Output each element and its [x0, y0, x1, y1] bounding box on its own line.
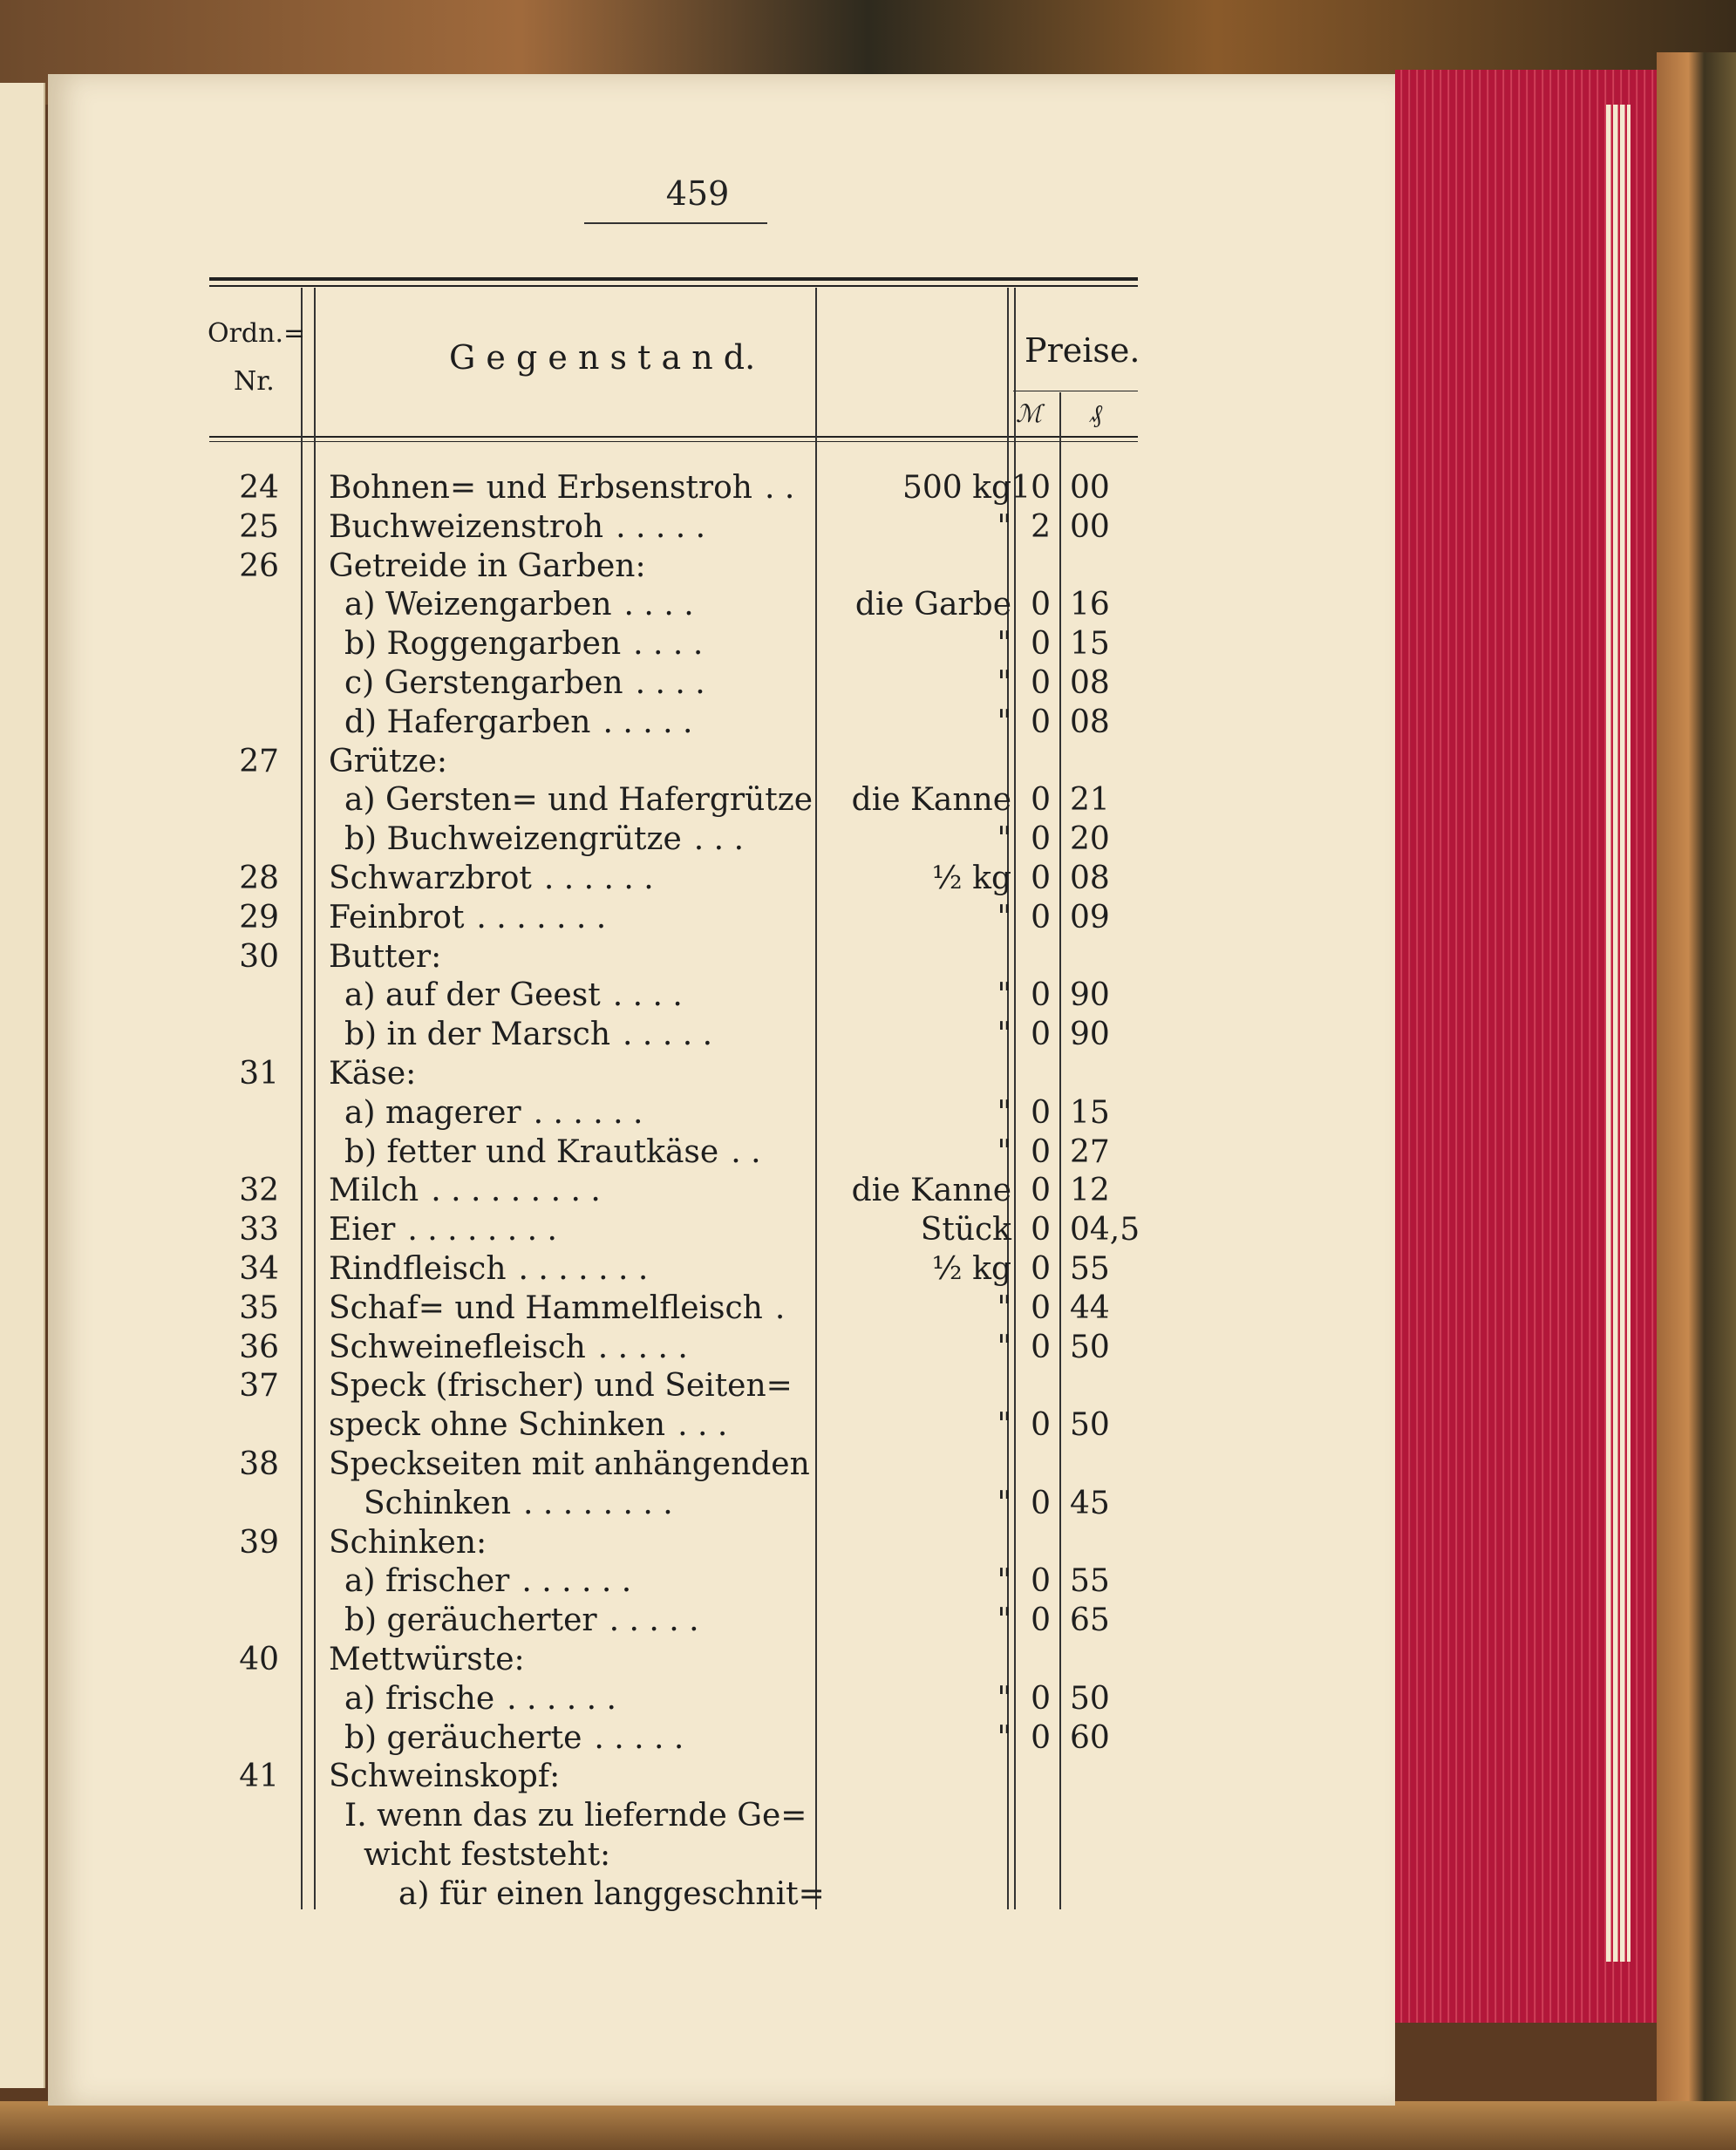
row-unit: " — [997, 1329, 1011, 1365]
row-item-text: Schweinefleisch — [329, 1329, 586, 1365]
row-item — [329, 743, 447, 781]
row-unit: die Kanne — [851, 1173, 1011, 1209]
row-item-text: d) Hafergarben — [344, 704, 591, 740]
row-unit: " — [997, 665, 1011, 701]
table-row — [201, 820, 1177, 859]
row-leader-dots: . . . . — [623, 587, 694, 623]
row-item — [344, 586, 694, 624]
row-item-text: Milch — [329, 1173, 419, 1209]
row-item — [398, 1875, 825, 1914]
row-unit: ½ kg — [931, 861, 1011, 896]
row-number: 38 — [239, 1446, 279, 1482]
row-pfennig: 65 — [1070, 1602, 1110, 1639]
row-unit: 500 kg — [902, 470, 1011, 506]
row-item-text: a) magerer — [344, 1094, 521, 1131]
row-item-text: b) Buchweizengrütze — [344, 821, 682, 858]
left-page-edge — [0, 83, 45, 2088]
row-item — [344, 704, 692, 742]
row-pfennig: 50 — [1070, 1680, 1110, 1717]
row-number: 34 — [239, 1251, 279, 1287]
row-leader-dots: . . . . . — [616, 508, 706, 545]
row-mark: 2 — [1031, 508, 1051, 545]
row-item-text: Buchweizenstroh — [329, 508, 604, 545]
header-bottom-rule — [209, 436, 1138, 438]
row-unit: " — [997, 1407, 1011, 1444]
row-unit: " — [997, 1094, 1011, 1131]
table-row — [201, 548, 1177, 586]
row-unit: ½ kg — [931, 1251, 1011, 1287]
row-pfennig: 09 — [1070, 899, 1110, 936]
row-item-text: a) Gersten= und Hafergrütze — [344, 782, 813, 819]
row-pfennig: 90 — [1070, 1017, 1110, 1053]
table-row — [201, 1602, 1177, 1640]
row-item — [329, 938, 441, 976]
row-number: 39 — [239, 1524, 279, 1561]
row-pfennig: 50 — [1070, 1329, 1110, 1365]
row-leader-dots: . . . . . . — [543, 861, 654, 896]
row-item-text: Schweinskopf: — [329, 1759, 561, 1795]
row-pfennig: 08 — [1070, 704, 1110, 740]
row-unit: " — [997, 626, 1011, 663]
row-mark: 0 — [1031, 1251, 1051, 1287]
row-number: 27 — [239, 743, 279, 779]
row-item-text: Mettwürste: — [329, 1642, 525, 1677]
row-leader-dots: . . . — [693, 821, 745, 858]
row-number: 29 — [239, 899, 279, 936]
row-item-text: Getreide in Garben: — [329, 548, 646, 584]
row-leader-dots: . . . . . . . . — [407, 1212, 557, 1248]
header-ordn: Ordn.= — [208, 318, 306, 349]
row-item — [344, 1797, 807, 1835]
row-leader-dots: . . . . . — [597, 1329, 688, 1365]
row-item — [364, 1485, 673, 1523]
row-item — [344, 1562, 631, 1601]
row-number: 32 — [239, 1173, 279, 1209]
header-mark-symbol: ℳ — [1016, 399, 1042, 428]
table-row — [201, 664, 1177, 703]
page-number-rule — [584, 222, 767, 224]
row-leader-dots: . . . . . . . . — [523, 1485, 673, 1521]
row-pfennig: 15 — [1070, 626, 1110, 663]
row-mark: 0 — [1031, 1602, 1051, 1639]
row-mark: 0 — [1031, 977, 1051, 1014]
row-pfennig: 20 — [1070, 821, 1110, 858]
row-unit: " — [997, 821, 1011, 858]
row-leader-dots: . . . . . . . — [476, 899, 607, 936]
row-item — [344, 976, 683, 1015]
table-row — [201, 1758, 1177, 1796]
row-leader-dots: . . . . . — [602, 704, 693, 740]
row-item — [329, 1211, 557, 1249]
row-number: 35 — [239, 1289, 279, 1326]
row-mark: 0 — [1031, 861, 1051, 896]
row-unit: Stück — [920, 1212, 1011, 1248]
row-mark: 0 — [1031, 587, 1051, 623]
row-mark: 0 — [1031, 899, 1051, 936]
row-item — [344, 1719, 684, 1758]
row-item — [329, 1250, 648, 1289]
row-item-text: Käse: — [329, 1056, 417, 1092]
row-item-text: Rindfleisch — [329, 1251, 507, 1287]
row-unit: " — [997, 899, 1011, 936]
row-unit: " — [997, 1719, 1011, 1756]
header-bottom-rule-thin — [209, 441, 1138, 442]
table-row — [201, 1016, 1177, 1054]
row-leader-dots: . . . . . . — [533, 1094, 643, 1131]
table-row — [201, 469, 1177, 507]
row-mark: 0 — [1031, 821, 1051, 858]
table-row — [201, 1719, 1177, 1758]
row-item-text: Grütze: — [329, 743, 448, 779]
row-number: 37 — [239, 1368, 279, 1405]
row-leader-dots: . . . . . — [609, 1602, 699, 1639]
table-row — [201, 743, 1177, 781]
row-leader-dots: . . . . . . . — [518, 1251, 649, 1287]
table-row — [201, 625, 1177, 663]
row-mark: 0 — [1031, 1017, 1051, 1053]
table-row — [201, 1289, 1177, 1328]
row-item-text: Feinbrot — [329, 899, 465, 936]
row-unit: die Kanne — [851, 782, 1011, 819]
row-item-text: wicht feststeht: — [364, 1837, 611, 1873]
row-mark: 0 — [1031, 1485, 1051, 1521]
table-row — [201, 1641, 1177, 1679]
table-row — [201, 1485, 1177, 1523]
row-item — [329, 1055, 416, 1093]
row-item — [329, 860, 654, 898]
row-item — [344, 1133, 761, 1172]
row-pfennig: 21 — [1070, 782, 1110, 819]
header-gegenstand: G e g e n s t a n d. — [449, 338, 756, 377]
row-item — [329, 1172, 601, 1210]
row-mark: 0 — [1031, 1719, 1051, 1756]
table-row — [201, 1133, 1177, 1172]
row-item-text: a) für einen langgeschnit= — [398, 1875, 825, 1912]
row-item — [329, 548, 646, 586]
row-pfennig: 15 — [1070, 1094, 1110, 1131]
row-item — [329, 1406, 727, 1445]
row-mark: 0 — [1031, 1407, 1051, 1444]
row-item-text: Speckseiten mit anhängenden — [329, 1446, 810, 1482]
table-row — [201, 1446, 1177, 1484]
row-mark: 10 — [1011, 470, 1051, 506]
row-pfennig: 44 — [1070, 1289, 1110, 1326]
row-unit: " — [997, 1017, 1011, 1053]
row-item-text: c) Gerstengarben — [344, 665, 623, 701]
header-pfennig-symbol: ₰ — [1090, 399, 1102, 428]
row-item-text: b) fetter und Krautkäse — [344, 1133, 719, 1170]
row-pfennig: 12 — [1070, 1173, 1110, 1209]
row-item-text: b) Roggengarben — [344, 626, 622, 663]
row-item — [344, 664, 705, 703]
row-unit: " — [997, 1289, 1011, 1326]
table-row — [201, 1406, 1177, 1445]
row-item — [329, 1446, 810, 1484]
row-pfennig: 55 — [1070, 1563, 1110, 1600]
row-item — [344, 1602, 699, 1640]
row-number: 24 — [239, 470, 279, 506]
row-mark: 0 — [1031, 626, 1051, 663]
row-item — [344, 1094, 643, 1133]
row-item — [329, 1758, 560, 1796]
row-item — [329, 1367, 793, 1405]
row-mark: 0 — [1031, 704, 1051, 740]
row-mark: 0 — [1031, 665, 1051, 701]
row-pfennig: 60 — [1070, 1719, 1110, 1756]
row-number: 31 — [239, 1056, 279, 1092]
row-leader-dots: . . . . . . — [521, 1563, 632, 1600]
row-item-text: Schwarzbrot — [329, 861, 532, 896]
table-row — [201, 1172, 1177, 1210]
row-item — [329, 899, 606, 937]
row-item-text: Bohnen= und Erbsenstroh — [329, 470, 752, 506]
row-item-text: speck ohne Schinken — [329, 1407, 666, 1444]
row-item-text: Speck (frischer) und Seiten= — [329, 1368, 793, 1405]
row-mark: 0 — [1031, 1680, 1051, 1717]
table-top-rule — [209, 277, 1138, 281]
table-row — [201, 1875, 1177, 1914]
page-number: 459 — [665, 174, 730, 213]
row-pfennig: 55 — [1070, 1251, 1110, 1287]
row-number: 25 — [239, 508, 279, 545]
table-row — [201, 1367, 1177, 1405]
row-leader-dots: . . — [764, 470, 795, 506]
row-item-text: Schinken: — [329, 1524, 487, 1561]
row-unit: die Garbe — [854, 587, 1011, 623]
row-leader-dots: . . . . — [633, 626, 704, 663]
row-mark: 0 — [1031, 1563, 1051, 1600]
table-row — [201, 1797, 1177, 1835]
row-unit: " — [997, 1485, 1011, 1521]
row-number: 41 — [239, 1759, 279, 1795]
row-item-text: b) in der Marsch — [344, 1017, 611, 1053]
table-row — [201, 1094, 1177, 1133]
row-number: 28 — [239, 861, 279, 896]
row-mark: 0 — [1031, 1329, 1051, 1365]
row-leader-dots: . . . . . — [594, 1719, 684, 1756]
row-item — [344, 625, 703, 663]
row-pfennig: 45 — [1070, 1485, 1110, 1521]
row-item-text: Schinken — [364, 1485, 512, 1521]
row-unit: " — [997, 1680, 1011, 1717]
table-row — [201, 1562, 1177, 1601]
table-row — [201, 704, 1177, 742]
row-item — [364, 1836, 610, 1874]
table-row — [201, 976, 1177, 1015]
book-binding-bottom — [0, 2101, 1736, 2150]
row-item — [329, 1524, 487, 1562]
table-row — [201, 1680, 1177, 1718]
row-unit: " — [997, 1133, 1011, 1170]
row-leader-dots: . . . . . . — [507, 1680, 617, 1717]
row-mark: 0 — [1031, 1094, 1051, 1131]
row-mark: 0 — [1031, 1212, 1051, 1248]
row-pfennig: 00 — [1070, 470, 1110, 506]
table-row — [201, 860, 1177, 898]
red-page-edges — [1395, 70, 1657, 2023]
row-mark: 0 — [1031, 782, 1051, 819]
row-mark: 0 — [1031, 1133, 1051, 1170]
row-pfennig: 08 — [1070, 665, 1110, 701]
row-item-text: Eier — [329, 1212, 396, 1248]
row-number: 33 — [239, 1212, 279, 1248]
row-unit: " — [997, 1602, 1011, 1639]
row-unit: " — [997, 704, 1011, 740]
row-leader-dots: . . . — [677, 1407, 728, 1444]
row-number: 36 — [239, 1329, 279, 1365]
table-row — [201, 1329, 1177, 1367]
row-item-text: a) frische — [344, 1680, 495, 1717]
row-leader-dots: . . . . — [612, 977, 683, 1014]
row-leader-dots: . . — [731, 1133, 761, 1170]
header-nr: Nr. — [234, 366, 275, 397]
row-item — [329, 1641, 525, 1679]
row-mark: 0 — [1031, 1173, 1051, 1209]
row-pfennig: 04,5 — [1070, 1212, 1140, 1248]
row-pfennig: 90 — [1070, 977, 1110, 1014]
row-pfennig: 27 — [1070, 1133, 1110, 1170]
row-leader-dots: . — [774, 1289, 786, 1326]
row-pfennig: 00 — [1070, 508, 1110, 545]
table-row — [201, 781, 1177, 820]
row-item — [329, 1289, 785, 1328]
header-preise: Preise. — [1025, 331, 1140, 370]
table-top-rule-thin — [209, 285, 1138, 287]
row-unit: " — [997, 977, 1011, 1014]
row-item-text: a) frischer — [344, 1563, 510, 1600]
table-row — [201, 1055, 1177, 1093]
row-item-text: I. wenn das zu liefernde Ge= — [344, 1798, 807, 1834]
row-unit: " — [997, 1563, 1011, 1600]
row-pfennig: 16 — [1070, 587, 1110, 623]
row-item — [344, 820, 744, 859]
row-number: 30 — [239, 938, 279, 975]
table-row — [201, 586, 1177, 624]
row-item — [329, 508, 705, 547]
book-cover-right — [1657, 52, 1736, 2110]
row-number: 40 — [239, 1642, 279, 1677]
row-item-text: a) Weizengarben — [344, 587, 612, 623]
row-item-text: a) auf der Geest — [344, 977, 601, 1014]
row-pfennig: 50 — [1070, 1407, 1110, 1444]
row-item — [329, 1329, 688, 1367]
row-mark: 0 — [1031, 1289, 1051, 1326]
table-row — [201, 1250, 1177, 1289]
table-row — [201, 1524, 1177, 1562]
row-leader-dots: . . . . . — [623, 1017, 713, 1053]
row-leader-dots: . . . . . . . . . — [431, 1173, 601, 1209]
table-row — [201, 508, 1177, 547]
row-number: 26 — [239, 548, 279, 584]
row-item — [344, 1016, 712, 1054]
row-item — [344, 1680, 616, 1718]
row-item-text: Schaf= und Hammelfleisch — [329, 1289, 763, 1326]
row-item-text: b) geräucherter — [344, 1602, 597, 1639]
table-row — [201, 899, 1177, 937]
row-leader-dots: . . . . — [635, 665, 705, 701]
table-row — [201, 1211, 1177, 1249]
row-pfennig: 08 — [1070, 861, 1110, 896]
row-unit: " — [997, 508, 1011, 545]
table-row — [201, 938, 1177, 976]
row-item-text: b) geräucherte — [344, 1719, 582, 1756]
table-row — [201, 1836, 1177, 1874]
row-item-text: Butter: — [329, 938, 442, 975]
